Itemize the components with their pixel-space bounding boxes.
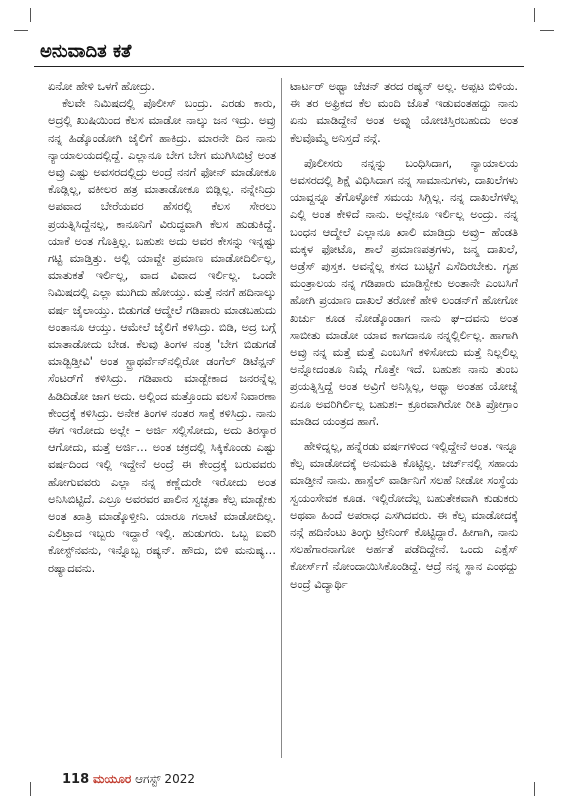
paragraph: ಟಾರ್ಟರ್ ಅಥ್ವಾ ಚೆಚನ್ ತರದ ರಷ್ಯನ್ ಅಲ್ಲ. ಅಪ್ಪಟ ಬಿಳಿಯ. ಈ ತರ ಅಫ್ರಿಕದ ಕೆಲ ಮಂದಿ ಜೊತೆ ಇಡುವಂತಹದ್ದು ನಾನು ಏನು ಮಾಡಿದ್ದೇನೆ ಅಂತ ಅವ್ನು ಯೋಚಿಸ್ತಿರಬಹುದು ಅಂತ ಕೆಲವೊಮ್ಮೆ ಅನಿಸ್ತದೆ ನನ್ಗೆ. (290, 80, 518, 145)
crop-mark (540, 30, 554, 31)
paragraph: ಹೇಳಿದ್ನಲ್ಲ, ಹನ್ನೆರಡು ವರ್ಷಗಳಿಂದ ಇಲ್ಲಿದ್ದೇನೆ ಅಂತ. ಇನ್ನೂ ಕೆಲ್ಸ ಮಾಡೋದಕ್ಕೆ ಅನುಮತಿ ಕೊಟ್ಟಿಲ್ಲ. ಚರ್ಚ್‌ನಲ್ಲಿ ಸಹಾಯ ಮಾಡ್ತೀನೆ ನಾನು. ಹಾಸ್ಪೆಲ್ ವಾರ್ಡಿನಿಗೆ ಸಲಹೆ ನೀಡೋ ಸಂಸ್ಥೆಯ ಸ್ವಯಂಸೇವಕ ಕೂಡ. ಇಲ್ಲಿರೋದೆಲ್ಲ ಬಹುತೇಕವಾಗಿ ಕುಡುಕರು ಅಥವಾ ಹಿಂದೆ ಅಪರಾಧ ಎಸಗಿದವರು. ಈ ಕೆಲ್ಸ ಮಾಡೋದಕ್ಕೆ ನನ್ಗೆ ಹದಿನೆಂಟು ತಿಂಗ್ಳು ಟ್ರೇನಿಂಗ್ ಕೊಟ್ಟಿದ್ದಾರೆ. ಹೀಗಾಗಿ, ನಾನು ಸಲಹೆಗಾರನಾಗೋ ಅರ್ಹತೆ ಪಡೆದಿದ್ದೇನೆ. ಒಂದು ಎಕ್ಸೆಸ್ ಕೋರ್ಸ್‌ಗೆ ನೋಂದಾಯಿಸಿಕೊಂಡಿದ್ದೆ. ಆದ್ರೆ ನನ್ನ ಸ್ಥಾನ ಎಂಥದ್ದು ಅಂದ್ರೆ ವಿದ್ಯಾರ್ಥಿ (290, 440, 518, 591)
left-column (48, 78, 276, 577)
crop-mark (30, 782, 31, 796)
column-divider (281, 78, 282, 758)
page-footer (62, 772, 195, 787)
magazine-name: ಮಯೂರ (92, 772, 132, 786)
right-column (290, 78, 518, 593)
section-title: ಅನುವಾದಿತ ಕತೆ (40, 41, 132, 62)
paragraph: ಕೆಲವೇ ನಿಮಿಷದಲ್ಲಿ ಪೊಲೀಸ್ ಬಂದ್ರು. ಎರಡು ಕಾರು, ಅದ್ರಲ್ಲಿ ಖುಷಿಯಿಂದ ಕೆಲಸ ಮಾಡೋ ನಾಲ್ಕು ಜನ ಇದ್ರು. ಅವ್ರು ನನ್ನ ಹಿಡ್ಕೊಂಡೋಗಿ ಜೈಲಿಗೆ ಹಾಕಿದ್ರು. ಮಾರನೇ ದಿನ ನಾನು ನ್ಯಾಯಾಲಯದಲ್ಲಿದ್ದೆ. ಎಲ್ಲಾನೂ ಬೇಗ ಬೇಗ ಮುಗಿಸಿಬಿಟ್ರೆ ಅಂತ ಅವ್ರು ಎಷ್ಟು ಅವಸರದಲ್ಲಿದ್ರು ಅಂದ್ರೆ ನನಗೆ ಫೋನ್ ಮಾಡೋಕೂ ಕೊಡ್ಲಿಲ್ಲ, ವಕೀಲರ ಹತ್ರ ಮಾತಾಡೋಕೂ ಬಿಡ್ಲಿಲ್ಲ. ನನ್ನೇನಿದ್ರು ಅಪವಾದ ಬೇರೆಯವರ ಹೆಸರಲ್ಲಿ ಕೆಲಸ ಸೇರಲು ಪ್ರಯತ್ನಿಸಿದ್ದೆನಲ್ಲ, ಕಾನೂನಿಗೆ ವಿರುದ್ಧವಾಗಿ ಕೆಲಸ ಹುಡುಕಿದ್ದೆ. ಯಾಕೆ ಅಂತ ಗೊತ್ತಿಲ್ಲ. ಬಹುಶಃ ಅದು ಅವರ ಕೇಸನ್ನು ಇನ್ನಷ್ಟು ಗಟ್ಟಿ ಮಾಡ್ತಿತ್ತು. ಅಲ್ಲಿ ಯಾವ್ದೇ ಪ್ರಮಾಣ ಮಾಡೋದಿರ್ಲಿಲ್ಲ, ಮಾತುಕತೆ ಇರ್ಲಿಲ್ಲ, ವಾದ ವಿವಾದ ಇರ್ಲಿಲ್ಲ. ಒಂದೇ ನಿಮಿಷದಲ್ಲಿ ಎಲ್ಲಾ ಮುಗಿದು ಹೋಯ್ತು. ಮತ್ತೆ ನನಗೆ ಹದಿನಾಲ್ಕು ವರ್ಷ ಜೈಲಾಯ್ತು. ಬಿಡುಗಡೆ ಆದ್ಮೇಲೆ ಗಡಿಪಾರು ಮಾಡಬಹುದು ಅಂತಾನೂ ಆಯ್ತು. ಆಮೇಲೆ ಜೈಲಿಗೆ ಕಳಿಸಿದ್ರು. ಬಿಡಿ, ಅದ್ರ ಬಗ್ಗೆ ಮಾತಾಡೋದು ಬೇಡ. ಕೆಲವು ತಿಂಗಳ ನಂತ್ರ 'ಬೇಗ ಬಿಡುಗಡೆ ಮಾಡ್ಬಿಡ್ತೀವಿ' ಅಂತ ಸ್ಟ್ರಾಥರ್ವೆನ್‌ನಲ್ಲಿರೋ ಡಂಗೆಲ್ ಡಿಟೆನ್ಷನ್ ಸೆಂಟರ್‌ಗೆ ಕಳಿಸಿದ್ರು. ಗಡಿಪಾರು ಮಾಡ್ಬೇಕಾದ ಜನರನ್ನೆಲ್ಲ ಹಿಡಿದಿಡೋ ಜಾಗ ಅದು. ಅಲ್ಲಿಂದ ಮತ್ತೊಂದು ವಲಸೆ ನಿವಾರಣಾ ಕೇಂದ್ರಕ್ಕೆ ಕಳಿಸಿದ್ರು. ಅನೇಕ ತಿಂಗಳ ನಂತರ ಸಾಕ್ಸೆ ಕಳಿಸಿದ್ರು. ನಾನು ಈಗ ಇರೋದು ಅಲ್ಲೇ – ಅರ್ಜಿ ಸಲ್ಲಿಸೋದು, ಅದು ತಿರಸ್ಕಾರ ಆಗೋದು, ಮತ್ತೆ ಅರ್ಜಿ… ಅಂತ ಚಕ್ರದಲ್ಲಿ ಸಿಕ್ಕಿಕೊಂಡು ಎಷ್ಟು ವರ್ಷದಿಂದ ಇಲ್ಲಿ ಇದ್ದೇನೆ ಅಂದ್ರೆ ಈ ಕೇಂದ್ರಕ್ಕೆ ಬರುವವರು ಹೋಗುವವರು ಎಲ್ಲಾ ನನ್ನ ಕಣ್ಣೆದುರೇ ಇರೋದು ಅಂತ ಅನಿಸಿಬಿಟ್ಟಿದೆ. ಎಲ್ರೂ ಅವರವರ ಪಾಲಿನ ಸ್ವಚ್ಛತಾ ಕೆಲ್ಸ ಮಾಡ್ಬೇಕು ಅಂತ ಖಾತ್ರಿ ಮಾಡ್ಕೊಳ್ತೀನಿ. ಯಾರೂ ಗಲಾಟೆ ಮಾಡೋದಿಲ್ಲ. ಎಲಿಟ್ರಾದ ಇಬ್ಬರು ಇದ್ದಾರೆ ಇಲ್ಲಿ. ಹುಡುಗರು. ಒಬ್ಬ ಐವರಿ ಕೋಸ್ಟ್‌ನವನು, ಇನ್ನೊಬ್ಬ ರಷ್ಯನ್. ಹೌದು, ಬಿಳಿ ಮನುಷ್ಯ… ರಷ್ಯಾದವನು. (48, 97, 276, 575)
page-number: 118 (62, 772, 90, 787)
paragraph: ಪೊಲೀಸರು ನನ್ನನ್ನು ಬಂಧಿಸಿದಾಗ, ನ್ಯಾಯಾಲಯ ಅವಸರದಲ್ಲಿ ಶಿಕ್ಷೆ ವಿಧಿಸಿದಾಗ ನನ್ನ ಸಾಮಾನುಗಳು, ದಾಖಲೆಗಳು ಯಾವ್ದನ್ನೂ ತೆಗೊಳ್ಳೋಕೆ ಸಮಯ ಸಿಗ್ಲಿಲ್ಲ. ನನ್ನ ದಾಖಲೆಗಳೆಲ್ಲ ಎಲ್ಲಿ ಅಂತ ಕೇಳಿದೆ ನಾನು. ಅಲ್ಲೇನೂ ಇರ್ಲಿಲ್ಲ ಅಂದ್ರು. ನನ್ನ ಬಂಧನ ಆದ್ಮೇಲೆ ಎಲ್ಲಾನೂ ಖಾಲಿ ಮಾಡಿದ್ರು ಅವ್ರು– ಹೆಂಡತಿ ಮಕ್ಕಳ ಫೋಟೊ, ಶಾಲೆ ಪ್ರಮಾಣಪತ್ರಗಳು, ಜನ್ಮ ದಾಖಲೆ, ಅಡ್ರೆಸ್ ಪುಸ್ತಕ. ಅವನ್ನೆಲ್ಲ ಕಸದ ಬುಟ್ಟಿಗೆ ಎಸೆದಿರಬೇಕು. ಗೃಹ ಮಂತ್ರಾಲಯ ನನ್ನ ಗಡಿಪಾರು ಮಾಡಿಸ್ಬೇಕು ಅಂತಾನೇ ಎಂಬಸಿಗೆ ಹೋಗಿ ಪ್ರಯಾಣ ದಾಖಲೆ ತರೋಕೆ ಹೇಳಿ ಲಂಡನ್‌ಗೆ ಹೋಗೋ ಖರ್ಚು ಕೂಡ ನೋಡ್ಕೊಂಡಾಗ ನಾನು ಘ–ದವನು ಅಂತ ಸಾಬೀತು ಮಾಡೋ ಯಾವ ಕಾಗದಾನೂ ನನ್ನಲ್ಲಿರ್ಲಿಲ್ಲ. ಹಾಗಾಗಿ ಅವ್ರು ನನ್ನ ಮತ್ತೆ ಮತ್ತೆ ಎಂಬಸಿಗೆ ಕಳಿಸೋದು ಮತ್ತೆ ನಿಲ್ಲಲಿಲ್ಲ ಅನ್ನೋದಂತೂ ನಿಮ್ಗೆ ಗೊತ್ತೇ ಇದೆ. ಬಹುಶಃ ನಾನು ತುಂಬ ಪ್ರಯತ್ನಿಸ್ತಿದ್ದೆ ಅಂತ ಅವ್ರಿಗೆ ಅನಿಸ್ಲಿಲ್ಲ, ಅಥ್ವಾ ಅಂತಹ ಯೋಚ್ನೆ ಏನೂ ಅವರಿಗಿರ್ಲಿಲ್ಲ ಬಹುಶಃ– ಕ್ರೂರವಾಗಿರೋ ರೀತಿ ಪ್ರೋಗ್ರಾಂ ಮಾಡಿದ ಯಂತ್ರದ ಹಾಗೆ. (290, 156, 518, 428)
crop-mark (534, 782, 535, 796)
issue-date: ಆಗಸ್ಟ್ 2022 (135, 772, 195, 786)
crop-mark (14, 30, 28, 31)
paragraph: ಏನೋ ಹೇಳಿ ಒಳಗೆ ಹೋದ್ರು. (48, 80, 155, 93)
crop-mark (30, 8, 31, 22)
section-header (34, 38, 524, 67)
crop-mark (534, 8, 535, 22)
